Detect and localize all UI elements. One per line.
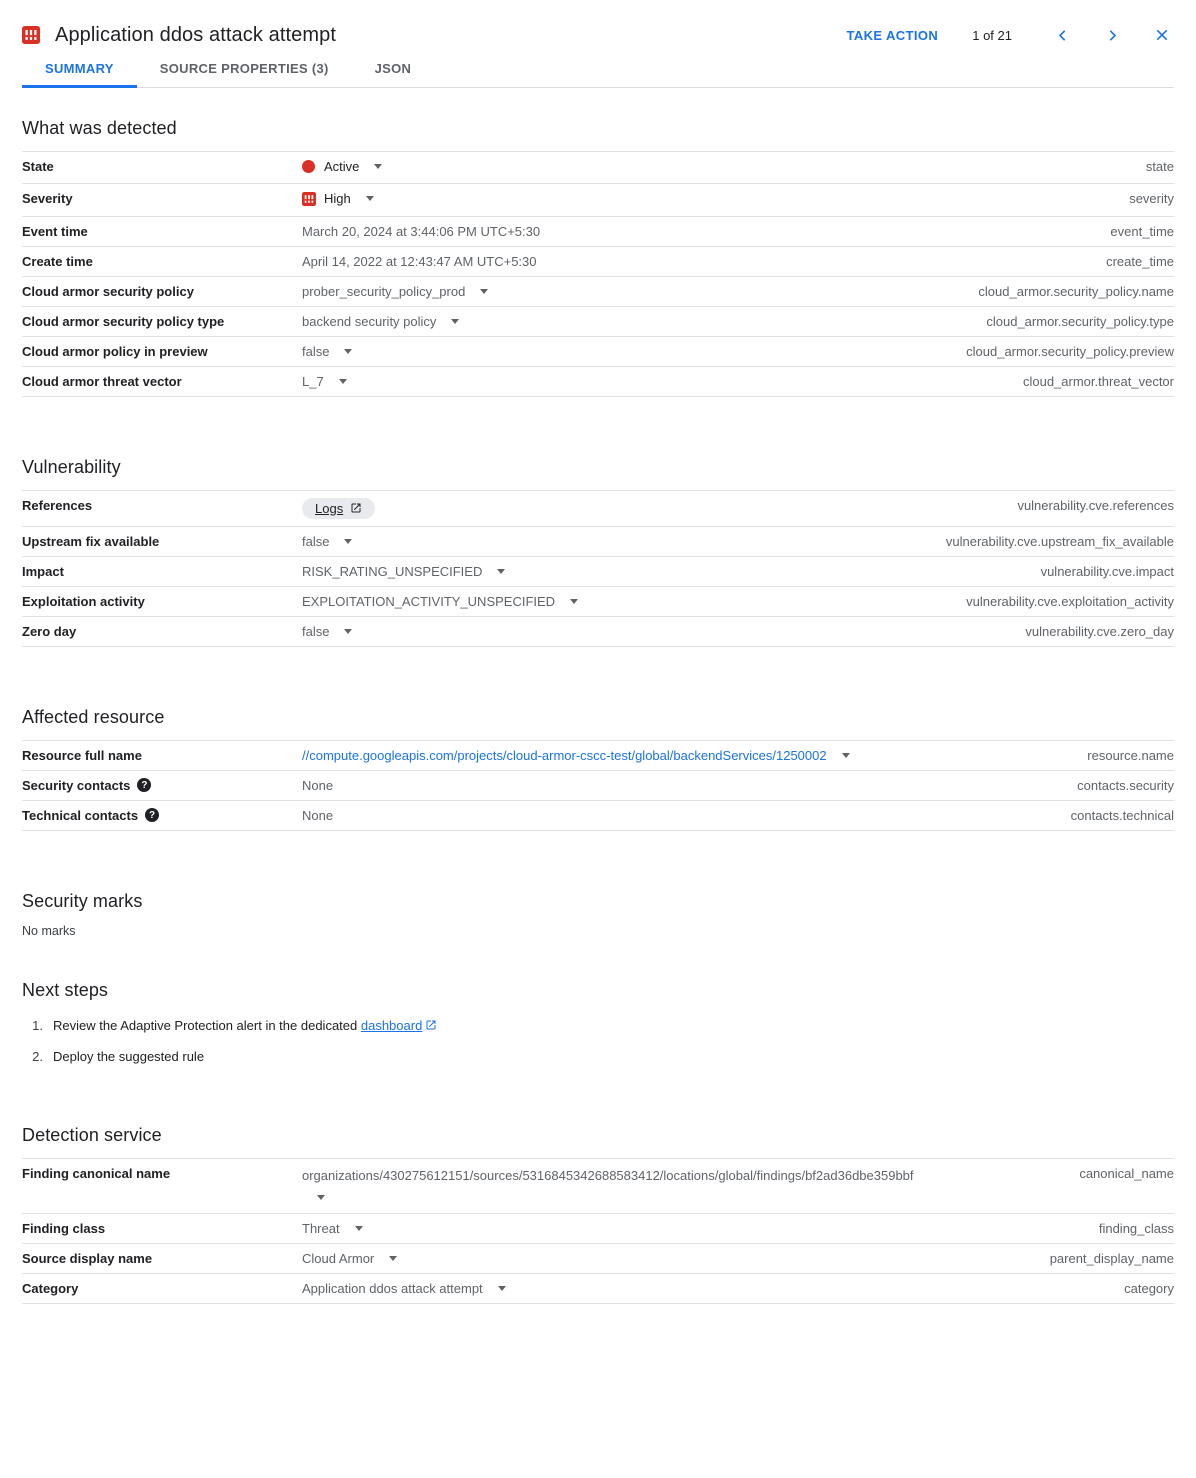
attribute-name: canonical_name — [1079, 1165, 1174, 1181]
technical-contacts-value — [302, 807, 333, 824]
table-row — [22, 151, 1174, 183]
upstream-fix-available-dropdown[interactable] — [302, 533, 352, 550]
row-value-text: false — [302, 533, 330, 549]
table-row — [22, 183, 1174, 216]
section-vulnerability — [22, 457, 1174, 647]
table-row — [22, 276, 1174, 306]
dropdown-caret-icon — [570, 599, 578, 604]
row-value-text: false — [302, 623, 330, 639]
attribute-name: event_time — [1110, 223, 1174, 239]
cloud-armor-security-policy-dropdown[interactable] — [302, 283, 488, 300]
attribute-name: parent_display_name — [1049, 1250, 1174, 1266]
table-row — [22, 1158, 1174, 1213]
step-number: 2. — [32, 1048, 43, 1064]
next-finding-button[interactable] — [1100, 23, 1124, 47]
exploitation-activity-dropdown[interactable] — [302, 593, 578, 610]
row-label: Finding canonical name — [22, 1165, 171, 1181]
row-label: Source display name — [22, 1250, 153, 1266]
row-label: Security contacts ? — [22, 777, 302, 794]
row-value-text: RISK_RATING_UNSPECIFIED — [302, 563, 483, 579]
close-button[interactable] — [1150, 23, 1174, 47]
attribute-name: contacts.security — [1077, 777, 1174, 793]
row-label: Severity — [22, 191, 73, 206]
row-label: Event time — [22, 223, 88, 239]
tab-source-properties[interactable] — [137, 50, 352, 87]
finding-header — [22, 0, 1174, 46]
tab-summary-label: SUMMARY — [45, 61, 114, 76]
section-affected-resource — [22, 707, 1174, 831]
security-contacts-value — [302, 777, 333, 794]
tab-source-properties-label: SOURCE PROPERTIES (3) — [159, 61, 329, 76]
row-label: Impact — [22, 563, 64, 579]
table-row — [22, 246, 1174, 276]
previous-finding-button[interactable] — [1050, 23, 1074, 47]
attribute-name: vulnerability.cve.references — [1017, 497, 1174, 513]
severity-dropdown[interactable] — [302, 190, 374, 207]
dashboard-link[interactable] — [361, 1018, 437, 1033]
row-label: Technical contacts ? — [22, 807, 302, 824]
section-title: Detection service — [22, 1124, 162, 1145]
attribute-name: finding_class — [1098, 1220, 1174, 1236]
dropdown-caret-icon — [389, 1256, 397, 1261]
row-value-text: None — [302, 777, 334, 793]
event-time-value — [302, 223, 540, 240]
row-label: Resource full name — [22, 747, 142, 763]
tab-json[interactable] — [352, 50, 435, 87]
tabbar — [22, 50, 1174, 88]
row-value-text: Threat — [302, 1220, 340, 1236]
table-row — [22, 616, 1174, 646]
severity-high-icon — [22, 26, 40, 44]
dropdown-caret-icon — [366, 196, 374, 201]
attribute-name: resource.name — [1087, 747, 1174, 763]
cloud-armor-threat-vector-dropdown[interactable] — [302, 373, 347, 390]
row-label: Zero day — [22, 623, 77, 639]
dropdown-caret-icon — [451, 319, 459, 324]
row-label: Upstream fix available — [22, 533, 160, 549]
dropdown-caret-icon — [344, 349, 352, 354]
cloud-armor-security-policy-type-dropdown[interactable] — [302, 313, 459, 330]
next-step-item — [22, 1048, 1174, 1065]
attribute-name: cloud_armor.security_policy.type — [986, 313, 1174, 329]
dropdown-caret-icon — [339, 379, 347, 384]
row-label: Create time — [22, 253, 93, 269]
active-state-icon — [302, 160, 315, 173]
section-next-steps — [22, 980, 1174, 1065]
row-value-text: March 20, 2024 at 3:44:06 PM UTC+5:30 — [302, 223, 541, 239]
row-label: Cloud armor threat vector — [22, 373, 182, 389]
section-title: Vulnerability — [22, 456, 121, 477]
close-icon — [1154, 27, 1170, 43]
row-value-text: Active — [324, 159, 360, 174]
resource-full-name-dropdown[interactable] — [302, 747, 850, 764]
section-what-was-detected — [22, 118, 1174, 397]
row-label: Cloud armor security policy — [22, 283, 194, 299]
section-security-marks — [22, 891, 1174, 938]
dropdown-caret-icon — [498, 1286, 506, 1291]
external-link-icon — [350, 502, 362, 514]
chevron-left-icon — [1055, 28, 1070, 43]
table-row — [22, 740, 1174, 770]
help-icon[interactable]: ? — [137, 778, 151, 792]
attribute-name: cloud_armor.threat_vector — [1022, 373, 1174, 389]
resource-link[interactable]: //compute.googleapis.com/projects/cloud-armor-cscc-test/global/backendServices/1250002 — [302, 747, 827, 763]
row-label: State — [22, 159, 54, 174]
table-row — [22, 586, 1174, 616]
section-title: Affected resource — [22, 706, 165, 727]
section-detection-service — [22, 1125, 1174, 1304]
row-label: Exploitation activity — [22, 593, 145, 609]
table-row — [22, 526, 1174, 556]
dropdown-caret-icon — [355, 1226, 363, 1231]
external-link-icon — [425, 1019, 437, 1031]
row-label: Cloud armor security policy type — [22, 313, 225, 329]
row-value-text: High — [324, 191, 351, 206]
category-dropdown[interactable] — [302, 1280, 506, 1297]
attribute-name: contacts.technical — [1070, 807, 1174, 823]
table-row — [22, 1213, 1174, 1243]
pagination-text: 1 of 21 — [972, 27, 1012, 43]
row-value-text: prober_security_policy_prod — [302, 283, 466, 299]
create-time-value — [302, 253, 537, 270]
impact-dropdown[interactable] — [302, 563, 505, 580]
step-text: Deploy the suggested rule — [53, 1048, 205, 1064]
next-step-item — [22, 1017, 1174, 1034]
finding-canonical-name-dropdown[interactable] — [302, 1168, 914, 1204]
table-row — [22, 1273, 1174, 1303]
chevron-right-icon — [1105, 28, 1120, 43]
table-row — [22, 216, 1174, 246]
cloud-armor-policy-in-preview-dropdown[interactable] — [302, 343, 352, 360]
dropdown-caret-icon — [374, 164, 382, 169]
dropdown-caret-icon — [497, 569, 505, 574]
row-value-text: None — [302, 807, 334, 823]
row-value-text: backend security policy — [302, 313, 437, 329]
row-value-text: organizations/430275612151/sources/5316845342688583412/locations/global/findings/bf2ad36dbe359bbf — [302, 1167, 914, 1183]
table-row — [22, 556, 1174, 586]
section-title: What was detected — [22, 118, 177, 138]
dropdown-caret-icon — [317, 1195, 325, 1200]
tab-json-label: JSON — [374, 61, 412, 76]
dashboard-link-label: dashboard — [360, 1017, 423, 1033]
attribute-name: category — [1124, 1280, 1174, 1296]
table-row — [22, 306, 1174, 336]
attribute-name: cloud_armor.security_policy.preview — [966, 343, 1174, 359]
section-title: Security marks — [22, 890, 143, 911]
dropdown-caret-icon — [842, 753, 850, 758]
row-value-text: EXPLOITATION_ACTIVITY_UNSPECIFIED — [302, 593, 556, 609]
state-dropdown[interactable] — [302, 158, 382, 175]
table-row — [22, 800, 1174, 830]
table-row — [22, 336, 1174, 366]
row-value-text: false — [302, 343, 330, 359]
logs-chip-button[interactable]: Logs — [302, 498, 375, 519]
row-label: Cloud armor policy in preview — [22, 343, 208, 359]
no-marks-text: No marks — [22, 923, 76, 938]
help-icon[interactable]: ? — [145, 808, 159, 822]
row-value-text: L_7 — [302, 373, 324, 389]
attribute-name: state — [1145, 159, 1174, 174]
row-value-text: April 14, 2022 at 12:43:47 AM UTC+5:30 — [302, 253, 537, 269]
table-row — [22, 1243, 1174, 1273]
attribute-name: vulnerability.cve.impact — [1040, 563, 1174, 579]
attribute-name: create_time — [1106, 253, 1174, 269]
tab-summary[interactable] — [22, 50, 137, 87]
attribute-name: cloud_armor.security_policy.name — [978, 283, 1174, 299]
table-row — [22, 366, 1174, 396]
row-value-text: Cloud Armor — [302, 1250, 375, 1266]
dropdown-caret-icon — [480, 289, 488, 294]
step-text: Review the Adaptive Protection alert in the dedicated — [53, 1017, 361, 1033]
dropdown-caret-icon — [344, 629, 352, 634]
table-row — [22, 770, 1174, 800]
attribute-name: vulnerability.cve.zero_day — [1025, 623, 1174, 639]
row-label: References — [22, 497, 93, 513]
row-label: Category — [22, 1280, 79, 1296]
page-title: Application ddos attack attempt — [55, 23, 337, 46]
attribute-name: severity — [1129, 191, 1174, 206]
attribute-name: vulnerability.cve.upstream_fix_available — [945, 533, 1174, 549]
severity-high-icon — [302, 192, 316, 206]
take-action-button[interactable]: TAKE ACTION — [838, 22, 946, 49]
source-display-name-dropdown[interactable] — [302, 1250, 397, 1267]
finding-class-dropdown[interactable] — [302, 1220, 363, 1237]
row-label: Finding class — [22, 1220, 106, 1236]
dropdown-caret-icon — [344, 539, 352, 544]
attribute-name: vulnerability.cve.exploitation_activity — [966, 593, 1174, 609]
zero-day-dropdown[interactable] — [302, 623, 352, 640]
step-number: 1. — [32, 1017, 43, 1033]
row-value-text: Application ddos attack attempt — [302, 1280, 483, 1296]
section-title: Next steps — [22, 979, 109, 1000]
table-row — [22, 490, 1174, 526]
